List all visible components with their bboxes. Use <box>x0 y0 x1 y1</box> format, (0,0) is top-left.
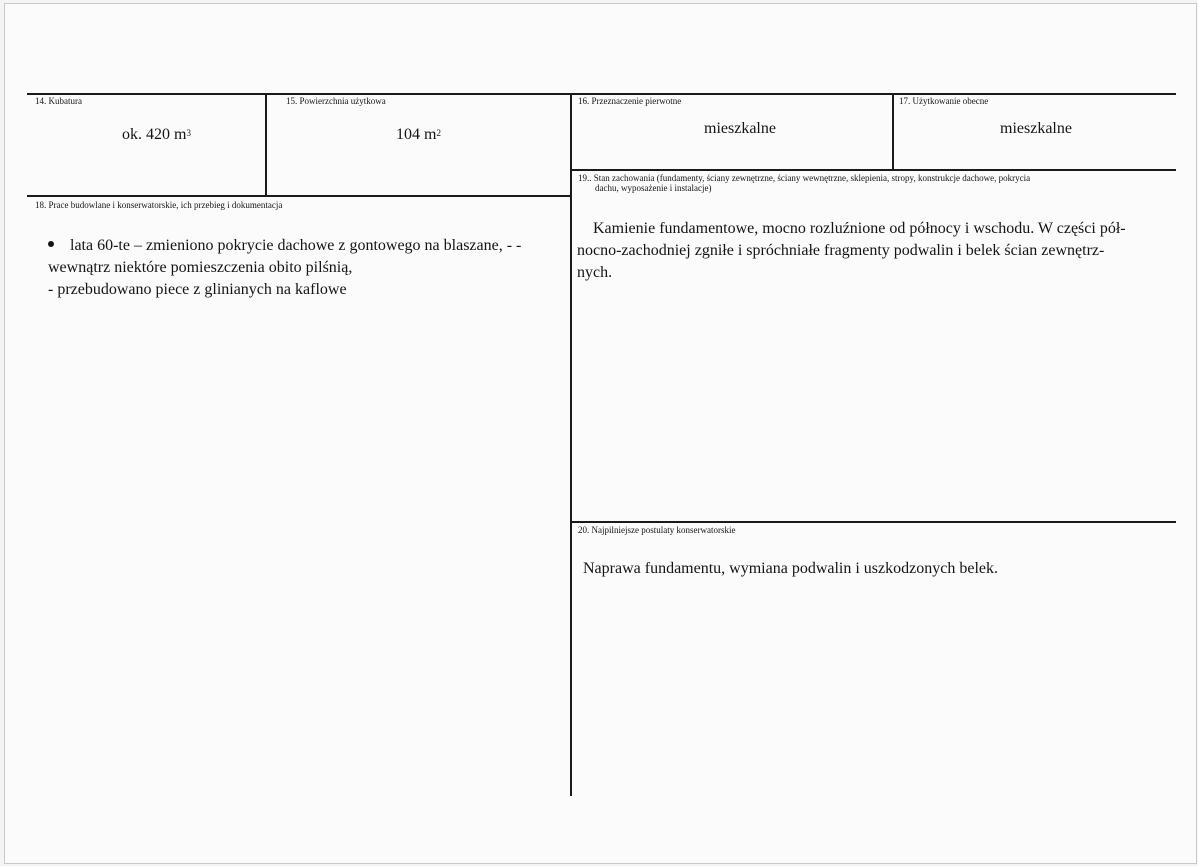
bullet-icon <box>48 241 54 247</box>
kubatura-value: ok. 420 m <box>122 126 187 143</box>
field-14-label: 14. Kubatura <box>35 96 82 106</box>
divider-14-15 <box>265 93 267 196</box>
field-19-line-3: nych. <box>577 264 613 281</box>
field-17-label: 17. Użytkowanie obecne <box>899 96 989 106</box>
field-16-label: 16. Przeznaczenie pierwotne <box>578 96 682 106</box>
field-19-line-1: Kamienie fundamentowe, mocno rozluźnione od północy i wschodu. W części pół- <box>593 220 1126 237</box>
field-20-label: 20. Najpilniejsze postulaty konserwatorskie <box>578 525 736 535</box>
divider-16-17 <box>892 93 894 170</box>
field-15-value <box>396 125 441 145</box>
field-19-label-line-2: dachu, wyposażenie i instalacje) <box>595 183 712 193</box>
field-15-label: 15. Powierzchnia użytkowa <box>286 96 386 106</box>
field-18-line-1 <box>48 235 568 257</box>
rule-below-16-17 <box>572 169 1176 171</box>
rule-above-20 <box>572 521 1176 523</box>
powierzchnia-unit-exponent: 2 <box>436 128 441 138</box>
rule-below-14-15 <box>27 195 572 197</box>
field-19-label-line-1: 19.. Stan zachowania (fundamenty, ściany zewnętrzne, ściany wewnętrzne, sklepienia, stropy, konstrukcje dachowe, pokrycia <box>578 173 1031 183</box>
field-19-label <box>578 173 1030 193</box>
field-19-line-2: nocno-zachodniej zgniłe i spróchniałe fragmenty podwalin i belek ścian zewnętrz- <box>577 242 1105 259</box>
field-18-label: 18. Prace budowlane i konserwatorskie, ich przebieg i dokumentacja <box>35 200 283 210</box>
center-divider <box>570 93 572 796</box>
field-14-value <box>122 125 191 145</box>
field-18-text <box>48 235 568 301</box>
field-19-text <box>577 218 1167 284</box>
field-16-value: mieszkalne <box>704 120 776 137</box>
field-18-line-1-text: lata 60-te – zmieniono pokrycie dachowe z gontowego na blaszane, - - <box>70 237 522 254</box>
powierzchnia-value: 104 m <box>396 126 437 143</box>
field-17-value: mieszkalne <box>1000 120 1072 137</box>
field-20-text: Naprawa fundamentu, wymiana podwalin i uszkodzonych belek. <box>583 560 998 577</box>
kubatura-unit-exponent: 3 <box>186 128 191 138</box>
field-18-line-2: wewnątrz niektóre pomieszczenia obito pilśnią, <box>48 259 353 276</box>
top-rule <box>27 93 1176 95</box>
field-18-line-3: - przebudowano piece z glinianych na kaflowe <box>48 281 347 298</box>
